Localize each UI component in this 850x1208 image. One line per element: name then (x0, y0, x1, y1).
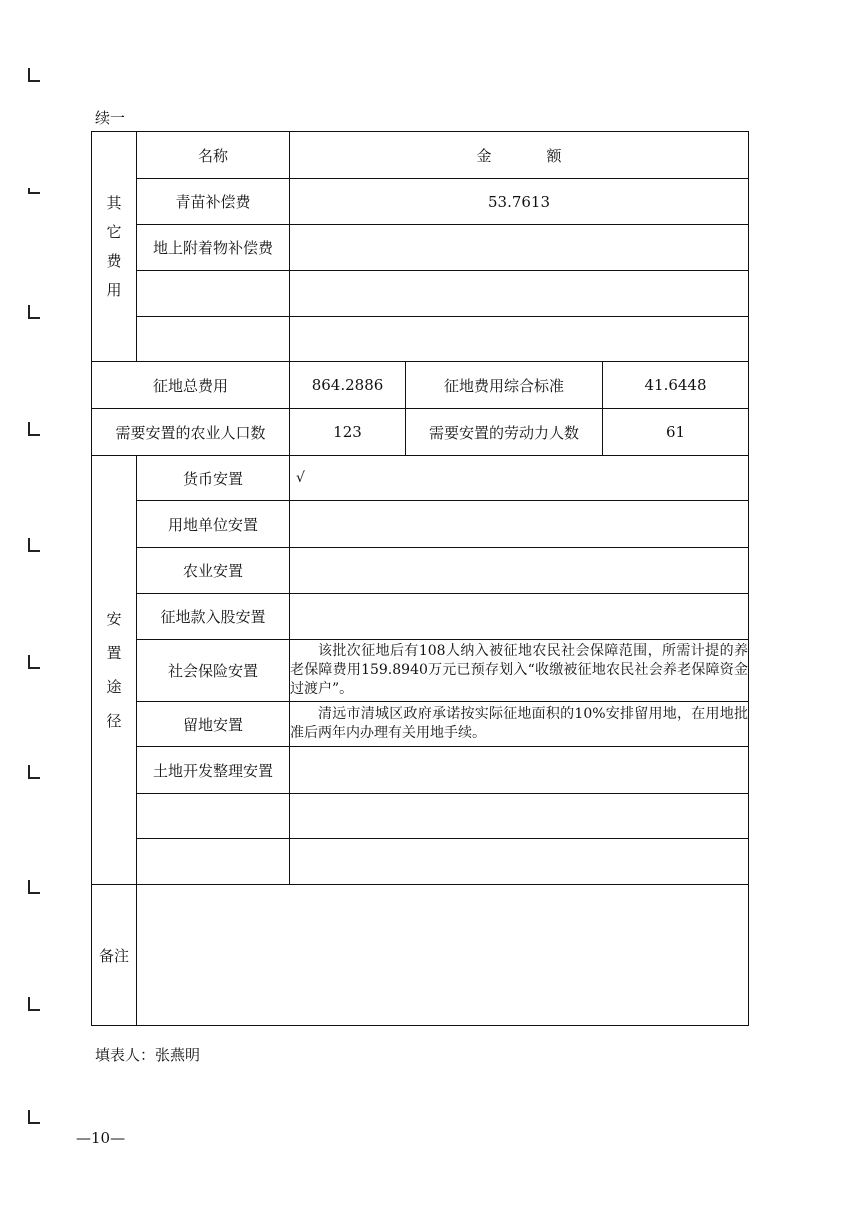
total-cost-label: 征地总费用 (92, 362, 290, 409)
binding-mark (28, 765, 40, 779)
other-fees-section-label: 其 它 费 用 (92, 132, 137, 362)
header-name: 名称 (137, 132, 290, 179)
resettlement-name: 用地单位安置 (137, 501, 290, 548)
resettlement-value: √ (290, 456, 749, 501)
binding-mark (28, 538, 40, 552)
resettlement-name: 征地款入股安置 (137, 594, 290, 640)
resettlement-value: 该批次征地后有108人纳入被征地农民社会保障范围，所需计提的养老保障费用159.8940万元已预存划入“收缴被征地农民社会养老保障资金过渡户”。 (290, 640, 749, 702)
binding-mark (28, 655, 40, 669)
binding-mark (28, 997, 40, 1011)
labor-count-value: 61 (603, 409, 749, 456)
fee-amount (290, 225, 749, 271)
resettlement-section-label: 安 置 途 径 (92, 456, 137, 885)
fee-amount: 53.7613 (290, 179, 749, 225)
continued-label: 续一 (95, 109, 126, 127)
cost-standard-label: 征地费用综合标准 (406, 362, 603, 409)
farm-population-value: 123 (290, 409, 406, 456)
farm-population-label: 需要安置的农业人口数 (92, 409, 290, 456)
labor-count-label: 需要安置的劳动力人数 (406, 409, 603, 456)
resettlement-name: 货币安置 (137, 456, 290, 501)
resettlement-value (290, 548, 749, 594)
resettlement-value (290, 501, 749, 548)
binding-mark (28, 1110, 40, 1124)
resettlement-value (290, 794, 749, 839)
remarks-value (137, 885, 749, 1026)
fee-name (137, 271, 290, 317)
binding-mark (28, 188, 40, 194)
remarks-label: 备注 (92, 885, 137, 1026)
resettlement-name (137, 839, 290, 885)
resettlement-name (137, 794, 290, 839)
total-cost-value: 864.2886 (290, 362, 406, 409)
resettlement-name: 农业安置 (137, 548, 290, 594)
cost-standard-value: 41.6448 (603, 362, 749, 409)
resettlement-value: 清远市清城区政府承诺按实际征地面积的10%安排留用地，在用地批准后两年内办理有关用地手续。 (290, 702, 749, 747)
fee-name: 地上附着物补偿费 (137, 225, 290, 271)
resettlement-value (290, 747, 749, 794)
binding-mark (28, 305, 40, 319)
binding-mark (28, 422, 40, 436)
resettlement-value (290, 594, 749, 640)
land-acquisition-form (91, 131, 749, 1026)
fee-name (137, 317, 290, 362)
fee-amount (290, 271, 749, 317)
binding-mark (28, 880, 40, 894)
page-number: —10— (76, 1129, 126, 1147)
fee-amount (290, 317, 749, 362)
resettlement-name: 留地安置 (137, 702, 290, 747)
resettlement-name: 社会保险安置 (137, 640, 290, 702)
header-amount: 金 额 (290, 132, 749, 179)
binding-mark (28, 68, 40, 82)
fee-name: 青苗补偿费 (137, 179, 290, 225)
filled-by: 填表人：张燕明 (95, 1046, 201, 1064)
resettlement-name: 土地开发整理安置 (137, 747, 290, 794)
resettlement-value (290, 839, 749, 885)
